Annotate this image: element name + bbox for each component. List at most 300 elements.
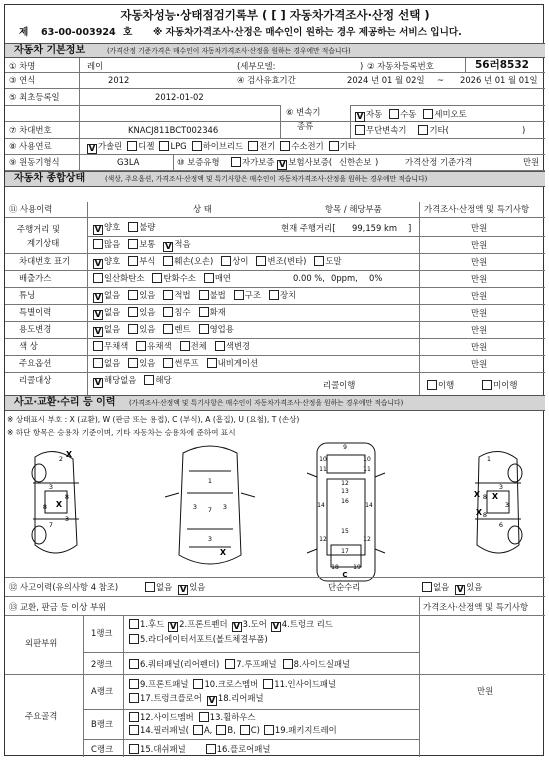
option-label: 매연 <box>214 273 232 283</box>
option-2[interactable] <box>159 141 186 151</box>
option-1[interactable] <box>207 693 264 706</box>
option-3[interactable] <box>207 358 258 368</box>
inspect-label: ④ 검사유효기간 <box>237 75 296 85</box>
option-5[interactable] <box>269 290 296 300</box>
row-options[interactable] <box>93 256 350 269</box>
option-3[interactable] <box>199 324 234 334</box>
row-label: 튜닝 <box>19 290 36 300</box>
option-0[interactable] <box>231 157 274 167</box>
option-label: 1.후드 <box>140 619 165 629</box>
option-label: 도말 <box>325 256 342 266</box>
option-label: 없음 <box>104 324 121 334</box>
car-outline <box>508 526 522 544</box>
service-notice: ※ 자동차가격조사·산정은 매수인이 원하는 경우 제공하는 서비스 입니다. <box>153 27 462 38</box>
row-options[interactable] <box>93 222 163 235</box>
option-1[interactable] <box>178 582 206 595</box>
option-1[interactable] <box>128 256 155 266</box>
car-outline <box>165 493 255 497</box>
recall-options[interactable] <box>427 380 545 390</box>
option-2[interactable] <box>163 256 213 266</box>
price-unit: 만원 <box>471 308 488 318</box>
checkbox[interactable] <box>280 141 290 151</box>
option-label: 8.사이드실패널 <box>293 659 351 669</box>
part-number: 2 <box>58 455 64 463</box>
outer-panel-label: 외판부위 <box>25 638 58 648</box>
form-title: 자동차성능·상태점검기록부 ( [ ] 자동차가격조사·산정 선택 ) <box>120 8 430 22</box>
option-label: B, <box>227 725 236 735</box>
option-0[interactable] <box>129 659 219 669</box>
row-label: 주요옵션 <box>19 358 52 368</box>
option-1[interactable] <box>127 141 154 151</box>
option-label: 영업용 <box>209 324 234 334</box>
part-number: 3 <box>192 503 198 511</box>
option-0[interactable] <box>129 744 186 754</box>
option-1[interactable] <box>225 659 276 669</box>
option-4[interactable] <box>256 256 306 266</box>
checkbox[interactable] <box>93 341 103 351</box>
option-2[interactable] <box>263 679 336 689</box>
option-1[interactable] <box>128 307 155 317</box>
parts-label: ⑬ 교환, 판금 등 이상 부위 <box>9 602 107 612</box>
option-1[interactable] <box>152 273 195 283</box>
basic-info-note: (가격산정 기준가격은 매수인이 자동차가격조사·산정을 원하는 경우에만 적습니다) <box>107 47 351 55</box>
option-label: 양호 <box>104 222 121 232</box>
option-1[interactable] <box>193 679 258 689</box>
fuel-label: ⑧ 사용연료 <box>9 141 52 151</box>
checkbox[interactable] <box>159 141 169 151</box>
option-label: 6.쿼터패널(리어펜더) <box>140 659 220 669</box>
part-number: 1 <box>207 477 213 485</box>
option-0[interactable] <box>87 141 123 154</box>
option-label: 있음 <box>189 582 206 592</box>
checkbox[interactable] <box>145 582 155 592</box>
checkbox[interactable] <box>216 725 226 735</box>
option-label: 불법 <box>209 290 226 300</box>
price-unit: 만원 <box>471 359 488 369</box>
checkbox[interactable] <box>199 712 209 722</box>
checkbox[interactable] <box>129 744 139 754</box>
checkbox[interactable] <box>93 358 103 368</box>
checkbox[interactable] <box>129 679 139 689</box>
row-options[interactable] <box>93 375 180 388</box>
option-1[interactable] <box>128 358 155 368</box>
checked-checkbox[interactable]: V <box>94 310 102 320</box>
checkbox[interactable] <box>127 141 137 151</box>
option-0[interactable] <box>129 712 194 722</box>
option-0[interactable] <box>129 634 268 644</box>
option-label: 적음 <box>174 239 191 249</box>
option-1[interactable] <box>389 109 416 119</box>
checkbox[interactable] <box>206 744 216 754</box>
form-number-suffix: 호 <box>123 27 133 38</box>
checkbox[interactable] <box>136 341 146 351</box>
col-usage: ⑪ 사용이력 <box>9 204 53 214</box>
car-outline <box>508 464 522 482</box>
option-label: 수동 <box>400 109 417 119</box>
option-0[interactable] <box>93 290 121 303</box>
option-2[interactable] <box>283 659 351 669</box>
warranty-close: ) <box>375 157 379 167</box>
option-label: 무단변속기 <box>366 125 407 135</box>
option-label: 없음 <box>156 582 173 592</box>
option-4[interactable] <box>234 290 261 300</box>
checkbox[interactable] <box>129 659 139 669</box>
option-0[interactable] <box>93 375 137 388</box>
checkbox[interactable] <box>163 290 173 300</box>
option-1[interactable] <box>277 157 333 170</box>
checkbox[interactable] <box>180 341 190 351</box>
option-4[interactable] <box>248 141 275 151</box>
first-reg-label: ⑤ 최초등록일 <box>9 92 60 102</box>
row-label: 배출가스 <box>19 273 52 283</box>
option-1[interactable] <box>168 619 228 632</box>
option-2[interactable] <box>216 725 235 735</box>
option-label: 있음 <box>139 324 156 334</box>
checkbox[interactable] <box>256 256 266 266</box>
option-label: 있음 <box>139 358 156 368</box>
option-0[interactable] <box>93 358 120 368</box>
checked-checkbox[interactable]: V <box>272 622 280 632</box>
option-1[interactable] <box>199 712 256 722</box>
option-5[interactable] <box>314 256 341 266</box>
part-number: 3 <box>504 501 510 509</box>
checkbox[interactable] <box>163 358 173 368</box>
option-5[interactable] <box>280 141 323 151</box>
car-outline <box>179 446 241 564</box>
trans-close: ) <box>522 125 526 135</box>
checked-checkbox[interactable]: V <box>233 622 241 632</box>
checkbox[interactable] <box>128 358 138 368</box>
option-0[interactable] <box>93 222 121 235</box>
checkbox[interactable] <box>240 725 250 735</box>
car-outline <box>327 455 365 473</box>
row-label: 용도변경 <box>19 324 52 334</box>
row-options[interactable] <box>93 341 258 351</box>
option-0[interactable] <box>422 582 449 592</box>
option-2[interactable] <box>163 324 190 334</box>
checkbox[interactable] <box>422 582 432 592</box>
option-label: 10.크로스멤버 <box>204 679 259 689</box>
row-options[interactable] <box>93 290 304 303</box>
rank-b-options[interactable] <box>129 712 260 722</box>
simple-repair-options[interactable] <box>422 582 488 595</box>
checkbox[interactable] <box>128 222 138 232</box>
checkbox[interactable] <box>355 125 365 135</box>
part-number: 12 <box>319 536 327 543</box>
checkbox[interactable] <box>423 109 433 119</box>
car-outline <box>477 451 519 553</box>
row-options[interactable] <box>93 273 239 283</box>
checked-checkbox[interactable]: V <box>88 144 96 154</box>
reg-no: 56러8532 <box>475 59 529 71</box>
option-4[interactable] <box>264 725 337 735</box>
option-3[interactable] <box>215 341 250 351</box>
option-0[interactable] <box>93 273 144 283</box>
checkbox[interactable] <box>93 239 103 249</box>
checkbox[interactable] <box>199 290 209 300</box>
checkbox[interactable] <box>163 324 173 334</box>
option-0[interactable] <box>129 619 164 629</box>
option-0[interactable] <box>129 725 189 735</box>
option-1[interactable] <box>418 125 448 135</box>
option-1[interactable] <box>482 380 517 390</box>
checkbox[interactable] <box>264 725 274 735</box>
row-label: 리콜대상 <box>19 375 52 385</box>
checkbox[interactable] <box>207 358 217 368</box>
option-2[interactable] <box>163 290 190 300</box>
damage-mark: X <box>55 500 63 509</box>
checked-checkbox[interactable]: V <box>179 585 187 595</box>
option-label: 4.트렁크 리드 <box>281 619 333 629</box>
checked-checkbox[interactable]: V <box>94 225 102 235</box>
checkbox[interactable] <box>128 324 138 334</box>
detail-model-label: (세부모델: <box>237 61 276 71</box>
option-2[interactable] <box>163 307 190 317</box>
checkbox[interactable] <box>128 239 138 249</box>
option-1[interactable] <box>136 341 171 351</box>
car-name: 레이 <box>87 61 104 71</box>
option-2[interactable] <box>232 619 267 632</box>
checked-checkbox[interactable]: V <box>94 293 102 303</box>
part-number: 3 <box>207 535 213 543</box>
option-1[interactable] <box>206 744 271 754</box>
damage-mark: X <box>491 492 499 501</box>
option-label: C) <box>250 725 260 735</box>
option-0[interactable] <box>93 341 128 351</box>
checked-checkbox[interactable]: V <box>164 242 172 252</box>
checkbox[interactable] <box>144 375 154 385</box>
trans-options[interactable] <box>355 109 474 122</box>
option-2[interactable] <box>180 341 207 351</box>
price-basis-label: 가격산정 기준가격 <box>405 157 473 167</box>
part-number: 7 <box>207 506 213 514</box>
option-label: 일산화탄소 <box>104 273 145 283</box>
row-options[interactable] <box>93 239 199 252</box>
trans-options-2[interactable] <box>355 125 461 135</box>
option-label: 기타 <box>339 141 356 151</box>
checkbox[interactable] <box>128 256 138 266</box>
first-reg: 2012-01-02 <box>155 92 204 102</box>
fuel-options[interactable] <box>87 141 361 154</box>
rank-1-options[interactable] <box>129 619 337 632</box>
checkbox[interactable] <box>329 141 339 151</box>
option-label: 해당없음 <box>104 375 137 385</box>
part-number: 14 <box>365 502 373 509</box>
option-0[interactable] <box>93 256 121 269</box>
option-3[interactable] <box>221 256 248 266</box>
option-2[interactable] <box>423 109 466 119</box>
checkbox[interactable] <box>129 619 139 629</box>
part-number: 8 <box>64 493 70 501</box>
checked-checkbox[interactable]: V <box>94 378 102 388</box>
mileage-label-2: 계기상태 <box>27 238 60 248</box>
checkbox[interactable] <box>129 634 139 644</box>
checkbox[interactable] <box>234 290 244 300</box>
option-2[interactable] <box>163 358 198 368</box>
option-0[interactable] <box>93 324 121 337</box>
option-label: 이행 <box>438 380 455 390</box>
option-label: 18.리어패널 <box>217 693 264 703</box>
rank-1-label: 1랭크 <box>91 628 113 638</box>
row-options[interactable] <box>93 358 266 368</box>
option-0[interactable] <box>129 693 202 703</box>
option-1[interactable] <box>193 725 212 735</box>
checked-checkbox[interactable]: V <box>356 112 364 122</box>
option-label: 무채색 <box>104 341 129 351</box>
checkbox[interactable] <box>263 679 273 689</box>
option-label: 전기 <box>259 141 276 151</box>
checkbox[interactable] <box>221 256 231 266</box>
option-label: 미이행 <box>493 380 518 390</box>
option-label: 기타( <box>429 125 449 135</box>
form-number: 63-00-003924 <box>41 27 116 38</box>
option-label: 전체 <box>190 341 207 351</box>
option-3[interactable] <box>271 619 333 632</box>
option-label: 해당 <box>155 375 172 385</box>
rank-1-options-2[interactable] <box>129 634 275 644</box>
damage-mark: X <box>65 450 73 459</box>
option-label: 15.대쉬패널 <box>140 744 186 754</box>
recall-label: 리콜이행 <box>323 380 356 390</box>
checkbox[interactable] <box>283 659 293 669</box>
option-1[interactable] <box>128 239 155 249</box>
checkbox[interactable] <box>418 125 428 135</box>
warranty-company: 신한손보 <box>339 157 372 167</box>
checkbox[interactable] <box>269 290 279 300</box>
checkbox[interactable] <box>231 157 241 167</box>
option-label: 침수 <box>174 307 191 317</box>
checkbox[interactable] <box>93 273 103 283</box>
checked-checkbox[interactable]: V <box>208 696 216 706</box>
option-label: 14.필러패널( <box>140 725 189 735</box>
col-item: 항목 / 해당부품 <box>325 204 382 214</box>
option-0[interactable] <box>129 679 188 689</box>
checkbox[interactable] <box>152 273 162 283</box>
checkbox[interactable] <box>163 256 173 266</box>
part-number: 3 <box>64 515 70 523</box>
vin: KNACJ811BCT002346 <box>128 125 219 135</box>
checked-checkbox[interactable]: V <box>94 259 102 269</box>
part-number: 10 <box>319 456 327 463</box>
checkbox[interactable] <box>129 712 139 722</box>
checkbox[interactable] <box>482 380 492 390</box>
checkbox[interactable] <box>314 256 324 266</box>
checkbox[interactable] <box>128 307 138 317</box>
part-number: 8 <box>42 503 48 511</box>
rank-c-options[interactable] <box>129 744 290 754</box>
option-label: 3.도어 <box>242 619 267 629</box>
emission-value: 0% <box>369 273 383 283</box>
row-options[interactable] <box>93 307 234 320</box>
option-0[interactable] <box>145 582 172 592</box>
checked-checkbox[interactable]: V <box>456 585 464 595</box>
damage-mark: X <box>473 490 481 499</box>
checkbox[interactable] <box>215 341 225 351</box>
option-2[interactable] <box>163 239 191 252</box>
option-label: 2.프론트펜더 <box>179 619 228 629</box>
rank-2-options[interactable] <box>129 659 356 669</box>
part-number: 3 <box>48 483 54 491</box>
option-label: 19.패키지트레이 <box>274 725 337 735</box>
option-0[interactable] <box>427 380 454 390</box>
option-label: 12.사이드멤버 <box>140 712 194 722</box>
option-0[interactable] <box>355 109 383 122</box>
checkbox[interactable] <box>225 659 235 669</box>
rank-a-options-2[interactable] <box>129 693 269 706</box>
option-1[interactable] <box>128 324 155 334</box>
mileage-value: 99,159 km <box>352 223 397 233</box>
option-1[interactable] <box>128 290 155 300</box>
accident-options[interactable] <box>145 582 211 595</box>
option-label: 없음 <box>433 582 450 592</box>
checkbox[interactable] <box>199 324 209 334</box>
checkbox[interactable] <box>427 380 437 390</box>
warranty-options[interactable] <box>231 157 335 170</box>
option-0[interactable] <box>93 239 120 249</box>
overall-note: (색상, 주요옵션, 가격조사·산정액 및 특기사항은 매수인이 자동차가격조사·산정을 원하는 경우에만 적습니다) <box>105 175 428 183</box>
checked-checkbox[interactable]: V <box>169 622 177 632</box>
option-label: 썬루프 <box>174 358 199 368</box>
option-0[interactable] <box>93 307 121 320</box>
option-2[interactable] <box>204 273 231 283</box>
checkbox[interactable] <box>163 307 173 317</box>
checkbox[interactable] <box>193 679 203 689</box>
option-1[interactable] <box>455 582 483 595</box>
checkbox[interactable] <box>129 725 139 735</box>
option-label: 화재 <box>209 307 226 317</box>
option-3[interactable] <box>240 725 260 735</box>
option-label: 양호 <box>104 256 121 266</box>
option-3[interactable] <box>192 141 243 151</box>
option-0[interactable] <box>355 125 406 135</box>
option-3[interactable] <box>199 307 226 317</box>
row-label: 특별이력 <box>19 307 52 317</box>
part-number: 11 <box>319 466 327 473</box>
part-number: 17 <box>341 548 349 555</box>
checked-checkbox[interactable]: V <box>94 327 102 337</box>
option-label: 보통 <box>139 239 156 249</box>
part-number: 19 <box>353 564 361 571</box>
rank-b-options-2[interactable] <box>129 725 341 735</box>
checkbox[interactable] <box>389 109 399 119</box>
checkbox[interactable] <box>192 141 202 151</box>
checkbox[interactable] <box>128 290 138 300</box>
accident-title: 사고·교환·수리 등 이력 <box>14 397 116 408</box>
checkbox[interactable] <box>193 725 203 735</box>
option-label: 없음 <box>104 290 121 300</box>
option-1[interactable] <box>144 375 171 385</box>
checkbox[interactable] <box>129 693 139 703</box>
car-outline <box>32 464 46 482</box>
basic-info-title: 자동차 기본정보 <box>14 45 86 56</box>
option-1[interactable] <box>128 222 155 232</box>
option-label: 13.휠하우스 <box>209 712 256 722</box>
part-number: 10 <box>363 456 371 463</box>
checked-checkbox[interactable]: V <box>278 160 286 170</box>
option-label: 상이 <box>232 256 249 266</box>
row-options[interactable] <box>93 324 242 337</box>
option-6[interactable] <box>329 141 356 151</box>
option-3[interactable] <box>199 290 226 300</box>
checkbox[interactable] <box>204 273 214 283</box>
part-number: 8 <box>482 493 488 501</box>
rank-a-options[interactable] <box>129 679 341 689</box>
checkbox[interactable] <box>248 141 258 151</box>
option-label: 구조 <box>244 290 261 300</box>
option-label: 16.플로어패널 <box>216 744 271 754</box>
checkbox[interactable] <box>199 307 209 317</box>
option-label: 장치 <box>279 290 297 300</box>
